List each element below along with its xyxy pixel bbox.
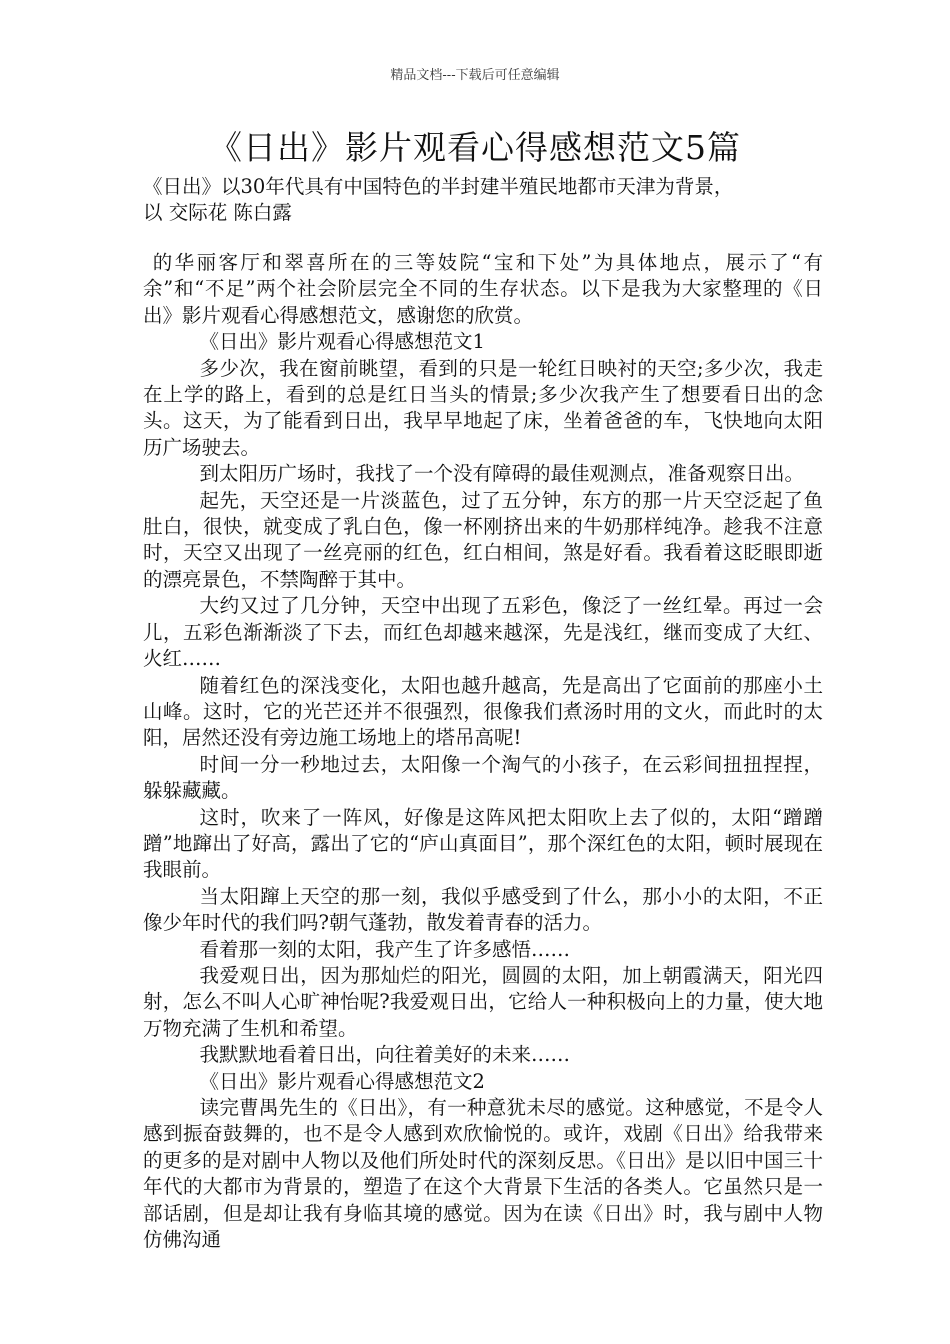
document-title: 《日出》影片观看心得感想范文5篇: [209, 128, 741, 167]
paragraph: 我爱观日出，因为那灿烂的阳光，圆圆的太阳，加上朝霞满天，阳光四射，怎么不叫人心旷神怡呢?我爱观日出，它给人一种积极向上的力量，使大地万物充满了生机和希望。: [143, 963, 823, 1040]
section-1-title: 《日出》影片观看心得感想范文1: [199, 330, 485, 354]
paragraph: 看着那一刻的太阳，我产生了许多感悟……: [199, 937, 571, 961]
paragraph: 多少次，我在窗前眺望，看到的只是一轮红日映衬的天空;多少次，我走在上学的路上，看到的总是红日当头的情景;多少次我产生了想要看日出的念头。这天，为了能看到日出，我早早地起了床，坐着爸爸的车，飞快地向太阳历广场驶去。: [143, 356, 823, 459]
paragraph: 起先，天空还是一片淡蓝色，过了五分钟，东方的那一片天空泛起了鱼肚白，很快，就变成了乳白色，像一杯刚挤出来的牛奶那样纯净。趁我不注意时，天空又出现了一丝亮丽的红色，红白相间，煞是好看。我看着这眨眼即逝的漂亮景色，不禁陶醉于其中。: [143, 488, 823, 591]
paragraph: 到太阳历广场时，我找了一个没有障碍的最佳观测点，准备观察日出。: [199, 462, 805, 486]
document-body: [143, 250, 823, 1253]
paragraph: 时间一分一秒地过去，太阳像一个淘气的小孩子，在云彩间扭扭捏捏，躲躲藏藏。: [143, 752, 823, 803]
paragraph: 随着红色的深浅变化，太阳也越升越高，先是高出了它面前的那座小土山峰。这时，它的光芒还并不很强烈，很像我们煮汤时用的文火，而此时的太阳，居然还没有旁边施工场地上的塔吊高呢!: [143, 673, 823, 750]
paragraph: 这时，吹来了一阵风，好像是这阵风把太阳吹上去了似的，太阳“蹭蹭蹭”地蹿出了好高，露出了它的“庐山真面目”，那个深红色的太阳，顿时展现在我眼前。: [143, 805, 823, 882]
lead-paragraph: 的华丽客厅和翠喜所在的三等妓院“宝和下处”为具体地点，展示了“有余”和“不足”两个社会阶层完全不同的生存状态。以下是我为大家整理的《日出》影片观看心得感想范文，感谢您的欣赏。: [143, 251, 823, 327]
paragraph: 读完曹禺先生的《日出》，有一种意犹未尽的感觉。这种感觉，不是令人感到振奋鼓舞的，也不是令人感到欢欣愉悦的。或许，戏剧《日出》给我带来的更多的是对剧中人物以及他们所处时代的深刻反思。《日出》是以旧中国三十年代的大都市为背景的，塑造了在这个大背景下生活的各类人。它虽然只是一部话剧，但是却让我有身临其境的感觉。因为在读《日出》时，我与剧中人物仿佛沟通: [143, 1096, 823, 1252]
section-2-title: 《日出》影片观看心得感想范文2: [199, 1069, 485, 1093]
paragraph: 大约又过了几分钟，天空中出现了五彩色，像泛了一丝红晕。再过一会儿，五彩色渐渐淡了下去，而红色却越来越深，先是浅红，继而变成了大红、火红……: [143, 594, 823, 671]
intro-line-2: 以 交际花 陈白露: [143, 201, 292, 224]
header-note: 精品文档---下载后可任意编辑: [390, 68, 560, 83]
paragraph: 我默默地看着日出，向往着美好的未来……: [199, 1043, 571, 1067]
paragraph: 当太阳蹿上天空的那一刻，我似乎感受到了什么，那小小的太阳，不正像少年时代的我们吗?朝气蓬勃，散发着青春的活力。: [143, 884, 823, 935]
intro-line-1: 《日出》以30年代具有中国特色的半封建半殖民地都市天津为背景，: [143, 175, 734, 198]
